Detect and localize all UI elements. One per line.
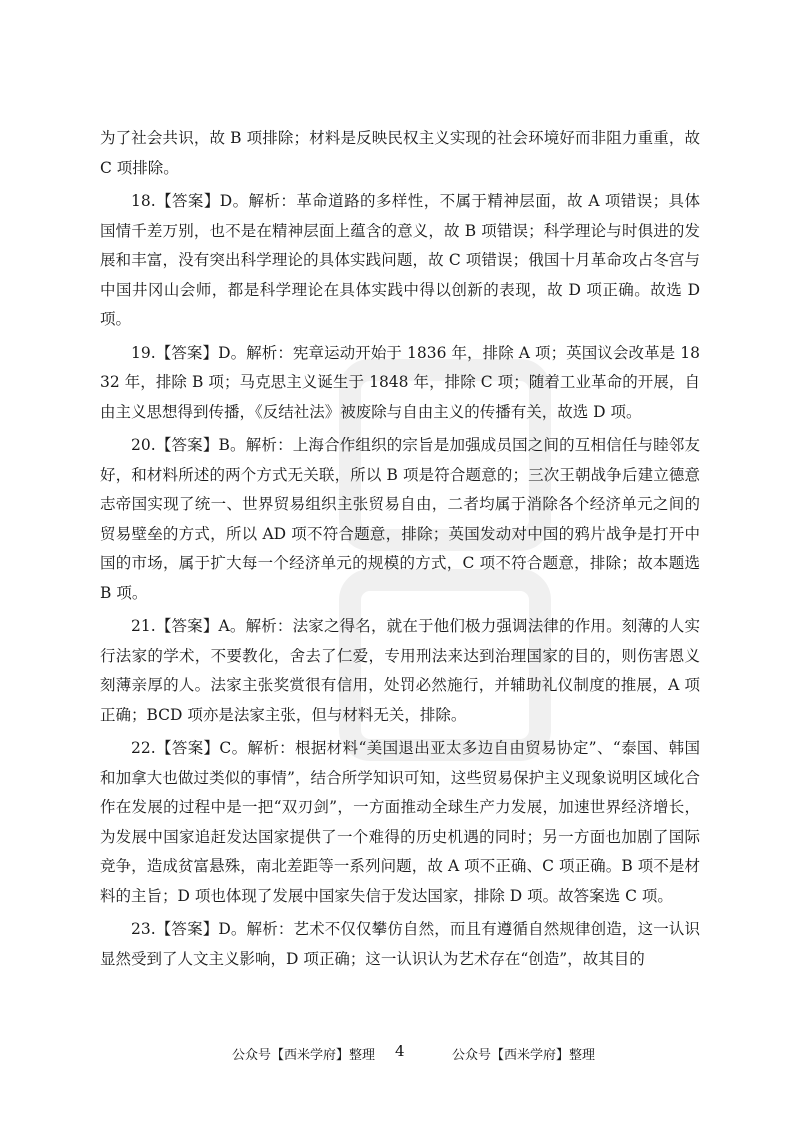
answer-23: 23.【答案】D。解析：艺术不仅仅攀仿自然，而且有遵循自然规律创造，这一认识显然受到了人文主义影响，D 项正确；这一认识认为艺术存在“创造”，故其目的	[100, 920, 700, 968]
page-footer	[0, 1044, 800, 1068]
footer-left-text: 公众号【西米学府】整理	[232, 1048, 376, 1063]
page-number: 4	[395, 1042, 405, 1060]
answer-21: 21.【答案】A。解析：法家之得名，就在于他们极力强调法律的作用。刻薄的人实行法家的学术，不要教化，舍去了仁爱，专用刑法来达到治理国家的目的，则伤害恩义刻薄亲厚的人。法家主张奖赏很有信用，处罚必然施行，并辅助礼仪制度的推展，A 项正确；BCD 项亦是法家主张，但与材料无关，排除。	[100, 617, 700, 724]
answer-20: 20.【答案】B。解析：上海合作组织的宗旨是加强成员国之间的互相信任与睦邻友好，和材料所述的两个方式无关联，所以 B 项是符合题意的；三次王朝战争后建立德意志帝国实现了统一、世界贸易组织主张贸易自由，二者均属于消除各个经济单元之间的贸易壁垒的方式，所以 AD 项不符合题意，排除；英国发动对中国的鸦片战争是打开中国的市场，属于扩大每一个经济单元的规模的方式，C 项不符合题意，排除；故本题选 B 项。	[100, 436, 700, 602]
answer-19: 19.【答案】D。解析：宪章运动开始于 1836 年，排除 A 项；英国议会改革是 1832 年，排除 B 项；马克思主义诞生于 1848 年，排除 C 项；随着工业革命的开展，自由主义思想得到传播，《反结社法》被废除与自由主义的传播有关，故选 D 项。	[100, 343, 700, 421]
answer-18: 18.【答案】D。解析：革命道路的多样性，不属于精神层面，故 A 项错误；具体国情千差万别，也不是在精神层面上蕴含的意义，故 B 项错误；科学理论与时俱进的发展和丰富，没有突出科学理论的具体实践问题，故 C 项错误；俄国十月革命攻占冬宫与中国井冈山会师，都是科学理论在具体实践中得以创新的表现，故 D 项正确。故选 D 项。	[100, 192, 700, 328]
answer-22: 22.【答案】C。解析：根据材料“美国退出亚太多边自由贸易协定”、“泰国、韩国和加拿大也做过类似的事情”，结合所学知识可知，这些贸易保护主义现象说明区域化合作在发展的过程中是一把“双刃剑”，一方面推动全球生产力发展，加速世界经济增长，为发展中国家追赶发达国家提供了一个难得的历史机遇的同时；另一方面也加剧了国际竞争，造成贫富悬殊，南北差距等一系列问题，故 A 项不正确、C 项正确。B 项不是材料的主旨；D 项也体现了发展中国家失信于发达国家，排除 D 项。故答案选 C 项。	[100, 739, 700, 905]
footer-right-text: 公众号【西米学府】整理	[452, 1048, 596, 1063]
document-body	[100, 124, 700, 978]
paragraph-continuation: 为了社会共识，故 B 项排除；材料是反映民权主义实现的社会环境好而非阻力重重，故 C 项排除。	[100, 129, 700, 177]
